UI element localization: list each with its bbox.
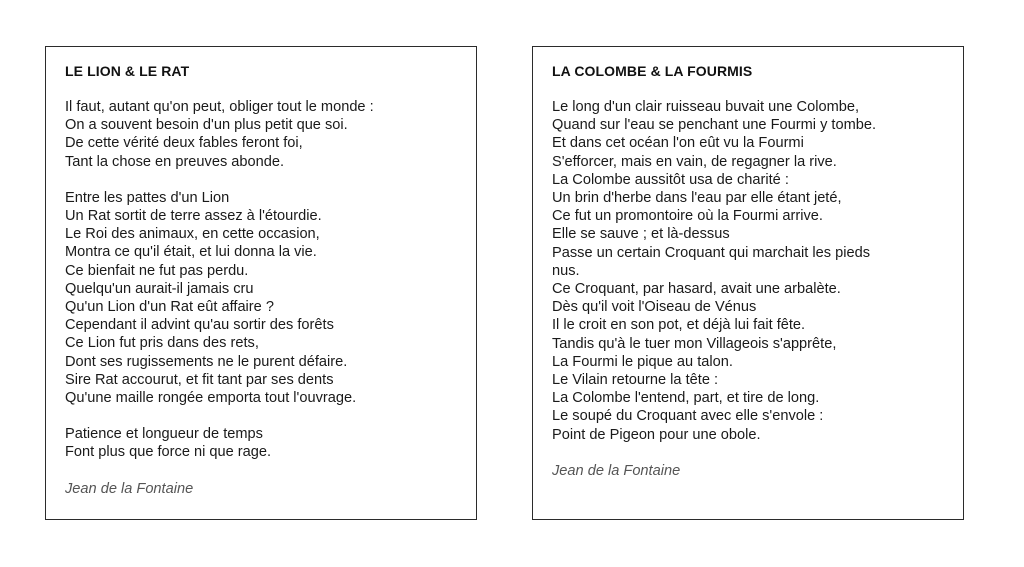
poem-line: Tandis qu'à le tuer mon Villageois s'apprête, (552, 335, 837, 352)
poem-line: Montra ce qu'il était, et lui donna la vie. (65, 244, 317, 261)
poem-line: Ce bienfait ne fut pas perdu. (65, 262, 249, 279)
poem-line: Un brin d'herbe dans l'eau par elle étant jeté, (552, 190, 842, 207)
poem-line: Entre les pattes d'un Lion (65, 189, 230, 206)
poem-author: Jean de la Fontaine (552, 462, 681, 479)
poem-line: Font plus que force ni que rage. (65, 444, 272, 461)
poem-line: Un Rat sortit de terre assez à l'étourdie. (65, 208, 322, 225)
poem-card-colombe-fourmis (532, 46, 964, 520)
poem-line: Elle se sauve ; et là-dessus (552, 226, 730, 243)
poem-line: Dès qu'il voit l'Oiseau de Vénus (552, 299, 757, 316)
poem-stanza (65, 189, 457, 407)
poem-line: Sire Rat accourut, et fit tant par ses dents (65, 371, 334, 388)
poem-line: La Colombe l'entend, part, et tire de long. (552, 390, 820, 407)
poem-line: La Colombe aussitôt usa de charité : (552, 171, 789, 188)
poem-line: Le Roi des animaux, en cette occasion, (65, 226, 320, 243)
poem-title: LE LION & LE RAT (65, 63, 190, 79)
poem-line: Le soupé du Croquant avec elle s'envole : (552, 408, 824, 425)
poem-line: Quelqu'un aurait-il jamais cru (65, 280, 254, 297)
poem-line: Passe un certain Croquant qui marchait les pieds (552, 244, 870, 261)
poem-line: Quand sur l'eau se penchant une Fourmi y tombe. (552, 117, 877, 134)
poem-line: Ce Croquant, par hasard, avait une arbalète. (552, 281, 841, 298)
poem-line: Le Vilain retourne la tête : (552, 372, 719, 389)
poem-line: Et dans cet océan l'on eût vu la Fourmi (552, 135, 804, 152)
poem-line: On a souvent besoin d'un plus petit que soi. (65, 117, 348, 134)
poem-line: Cependant il advint qu'au sortir des forêts (65, 317, 334, 334)
poem-line: Ce fut un promontoire où la Fourmi arrive. (552, 208, 823, 225)
poem-line: S'efforcer, mais en vain, de regagner la rive. (552, 153, 837, 170)
poem-author: Jean de la Fontaine (65, 480, 194, 497)
poem-line: Patience et longueur de temps (65, 426, 263, 443)
poem-stanza (65, 425, 457, 461)
poem-title: LA COLOMBE & LA FOURMIS (552, 63, 753, 79)
poem-line: Le long d'un clair ruisseau buvait une Colombe, (552, 99, 860, 115)
poem-line: nus. (552, 262, 580, 279)
poem-stanza (65, 98, 457, 171)
poem-card-lion-rat (45, 46, 477, 520)
poem-line: Ce Lion fut pris dans des rets, (65, 335, 259, 352)
poem-line: Point de Pigeon pour une obole. (552, 426, 761, 443)
poem-line: Qu'une maille rongée emporta tout l'ouvrage. (65, 390, 357, 407)
poem-line: Tant la chose en preuves abonde. (65, 153, 285, 170)
poem-line: Il faut, autant qu'on peut, obliger tout le monde : (65, 99, 374, 115)
poem-line: Dont ses rugissements ne le purent défaire. (65, 353, 348, 370)
poem-line: Il le croit en son pot, et déjà lui fait fête. (552, 317, 806, 334)
poem-line: La Fourmi le pique au talon. (552, 353, 733, 370)
poem-line: De cette vérité deux fables feront foi, (65, 135, 303, 152)
poem-line: Qu'un Lion d'un Rat eût affaire ? (65, 299, 274, 316)
poem-stanza (552, 98, 944, 444)
